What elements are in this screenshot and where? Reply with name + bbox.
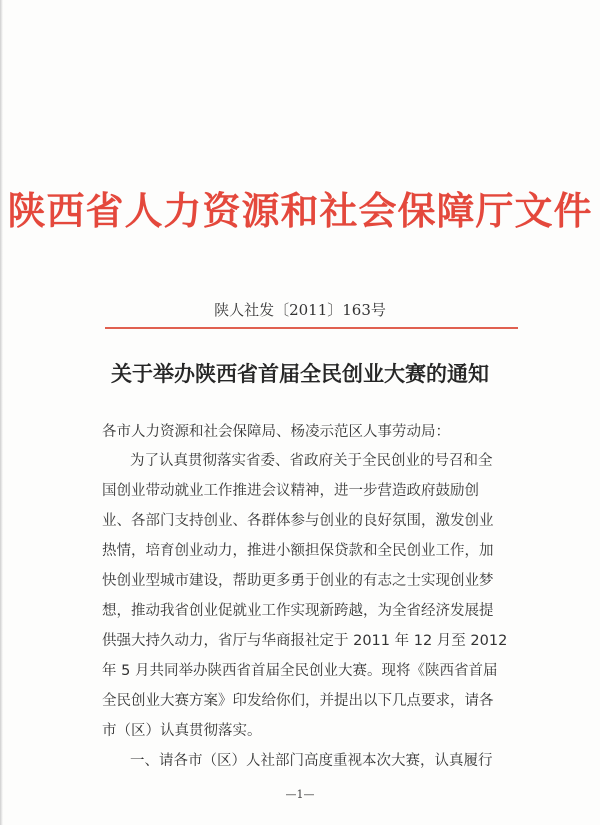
- addressee-line: 各市人力资源和社会保障局、杨凌示范区人事劳动局：: [102, 424, 450, 440]
- red-divider-rule: [105, 327, 518, 329]
- body-line: 快创业型城市建设，帮助更多勇于创业的有志之士实现创业梦: [102, 573, 494, 589]
- body-line: 业、各部门支持创业、各群体参与创业的良好氛围，激发创业: [102, 513, 494, 529]
- body-line: 全民创业大赛方案》印发给你们，并提出以下几点要求，请各: [102, 693, 494, 709]
- body-line: 为了认真贯彻落实省委、省政府关于全民创业的号召和全: [130, 453, 493, 469]
- issuer-header-title: 陕西省人力资源和社会保障厅文件: [7, 188, 593, 233]
- body-line: 热情，培育创业动力，推进小额担保贷款和全民创业工作，加: [102, 543, 494, 559]
- notice-title: 关于举办陕西省首届全民创业大赛的通知: [111, 361, 489, 386]
- document-number: 陕人社发〔2011〕163号: [214, 301, 386, 319]
- page-number: —1—: [285, 788, 315, 801]
- body-line: 年 5 月共同举办陕西省首届全民创业大赛。现将《陕西省首届: [102, 663, 498, 679]
- body-line: 国创业带动就业工作推进会议精神，进一步营造政府鼓励创: [102, 483, 479, 499]
- body-line: 供强大持久动力，省厅与华商报社定于 2011 年 12 月至 2012: [102, 633, 508, 649]
- scan-edge-shadow: [0, 0, 3, 825]
- body-line: 想，推动我省创业促就业工作实现新跨越，为全省经济发展提: [102, 603, 494, 619]
- body-line: 一、请各市（区）人社部门高度重视本次大赛，认真履行: [130, 753, 493, 769]
- body-line: 市（区）认真贯彻落实。: [102, 723, 262, 739]
